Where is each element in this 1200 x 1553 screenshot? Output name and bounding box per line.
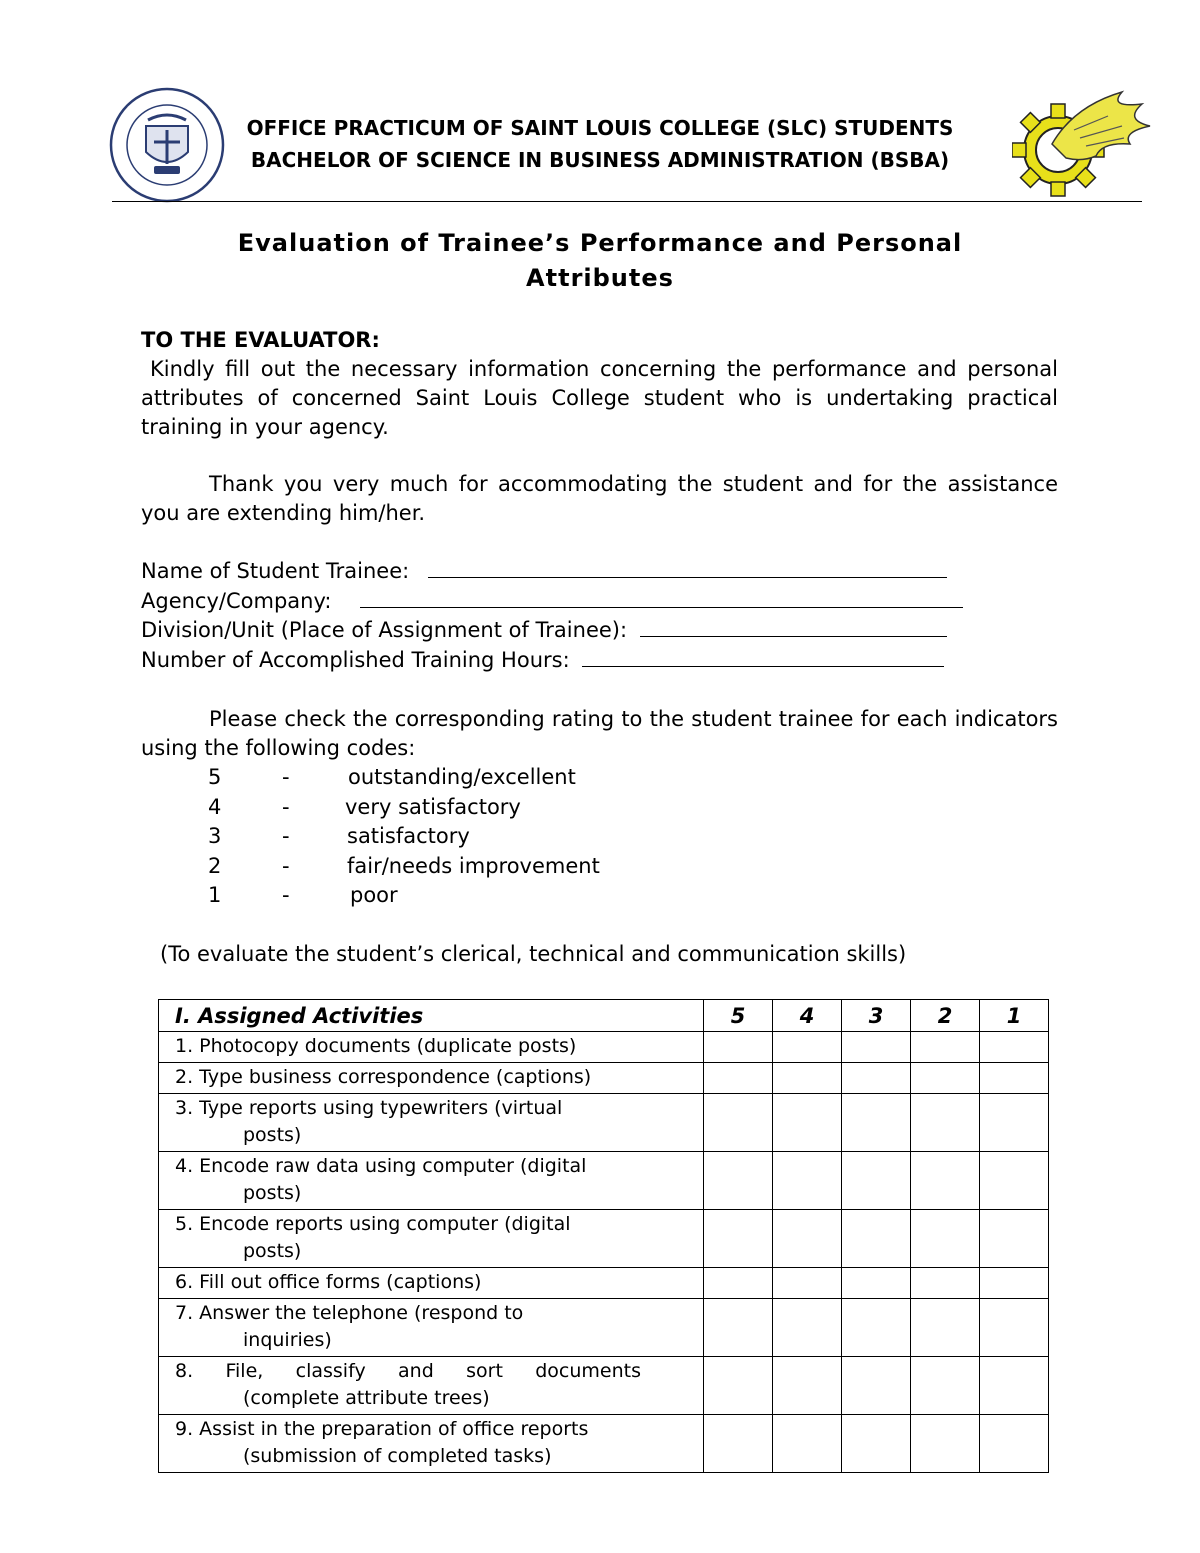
rating-cell-3[interactable]	[842, 1094, 911, 1152]
rating-cell-2[interactable]	[911, 1210, 980, 1268]
activity-label	[159, 1152, 704, 1210]
rating-cell-3[interactable]	[842, 1268, 911, 1299]
rating-cell-2[interactable]	[911, 1299, 980, 1357]
header-divider	[112, 201, 1142, 202]
rating-header-1: 1	[980, 1000, 1049, 1032]
activity-label	[159, 1415, 704, 1473]
rating-cell-2[interactable]	[911, 1032, 980, 1063]
activity-text-cont: (submission of completed tasks)	[243, 1445, 552, 1467]
rating-cell-4[interactable]	[773, 1063, 842, 1094]
rating-cell-3[interactable]	[842, 1299, 911, 1357]
rating-cell-2[interactable]	[911, 1357, 980, 1415]
rating-cell-4[interactable]	[773, 1210, 842, 1268]
rating-cell-3[interactable]	[842, 1032, 911, 1063]
table-row	[159, 1152, 1049, 1210]
thanks-paragraph: Thank you very much for accommodating the student and for the assistance you are extending him/her.	[141, 472, 1058, 525]
rating-cell-4[interactable]	[773, 1152, 842, 1210]
rating-cell-5[interactable]	[704, 1032, 773, 1063]
document-title-line-2: Attributes	[526, 264, 674, 292]
rating-cell-5[interactable]	[704, 1415, 773, 1473]
table-row	[159, 1032, 1049, 1063]
rating-cell-3[interactable]	[842, 1063, 911, 1094]
rating-header-5: 5	[704, 1000, 773, 1032]
rating-cell-2[interactable]	[911, 1063, 980, 1094]
field-label: Name of Student Trainee:	[141, 559, 410, 583]
table-header-row	[159, 1000, 1049, 1032]
field-label: Number of Accomplished Training Hours:	[141, 648, 570, 672]
code-number: 2	[208, 854, 222, 878]
rating-cell-5[interactable]	[704, 1299, 773, 1357]
student-name-input-line[interactable]	[428, 557, 947, 578]
activity-text-cont: posts)	[243, 1240, 302, 1262]
rating-cell-1[interactable]	[980, 1063, 1049, 1094]
activity-label	[159, 1299, 704, 1357]
code-dash: -	[282, 765, 290, 789]
activity-text: 7. Answer the telephone (respond to	[175, 1302, 524, 1324]
rating-header-4: 4	[773, 1000, 842, 1032]
table-row	[159, 1094, 1049, 1152]
table-row	[159, 1357, 1049, 1415]
activity-text-cont: posts)	[243, 1124, 302, 1146]
field-training-hours	[141, 646, 944, 675]
activity-text: 6. Fill out office forms (captions)	[175, 1271, 482, 1293]
rating-cell-1[interactable]	[980, 1357, 1049, 1415]
section-title: I. Assigned Activities	[159, 1000, 704, 1032]
rating-cell-4[interactable]	[773, 1032, 842, 1063]
activity-label	[159, 1032, 704, 1063]
activity-text: 8. File, classify and sort documents	[175, 1360, 641, 1382]
code-number: 5	[208, 765, 222, 789]
code-dash: -	[282, 854, 290, 878]
rating-cell-5[interactable]	[704, 1357, 773, 1415]
field-division	[141, 616, 947, 645]
code-number: 1	[208, 883, 222, 907]
rating-cell-1[interactable]	[980, 1299, 1049, 1357]
agency-input-line[interactable]	[360, 587, 963, 608]
rating-cell-4[interactable]	[773, 1094, 842, 1152]
rating-cell-4[interactable]	[773, 1415, 842, 1473]
rating-cell-4[interactable]	[773, 1299, 842, 1357]
rating-cell-4[interactable]	[773, 1357, 842, 1415]
rating-cell-3[interactable]	[842, 1210, 911, 1268]
activity-text: 9. Assist in the preparation of office reports	[175, 1418, 589, 1440]
activity-text: 4. Encode raw data using computer (digital	[175, 1155, 587, 1177]
rating-cell-3[interactable]	[842, 1152, 911, 1210]
code-dash: -	[282, 795, 290, 819]
activity-text-cont: posts)	[243, 1182, 302, 1204]
code-description: outstanding/excellent	[348, 765, 576, 789]
rating-cell-1[interactable]	[980, 1415, 1049, 1473]
code-number: 3	[208, 824, 222, 848]
rating-cell-5[interactable]	[704, 1063, 773, 1094]
rating-cell-5[interactable]	[704, 1268, 773, 1299]
rating-header-3: 3	[842, 1000, 911, 1032]
evaluator-heading: TO THE EVALUATOR:	[141, 328, 380, 352]
rating-cell-5[interactable]	[704, 1210, 773, 1268]
evaluate-note: (To evaluate the student’s clerical, technical and communication skills)	[160, 942, 907, 966]
table-row	[159, 1063, 1049, 1094]
gear-eagle-logo	[1012, 86, 1154, 198]
header-line-1: OFFICE PRACTICUM OF SAINT LOUIS COLLEGE (SLC) STUDENTS	[246, 116, 954, 140]
rating-cell-2[interactable]	[911, 1415, 980, 1473]
table-row	[159, 1299, 1049, 1357]
rating-cell-4[interactable]	[773, 1268, 842, 1299]
rating-cell-1[interactable]	[980, 1094, 1049, 1152]
training-hours-input-line[interactable]	[582, 646, 944, 667]
header-line-2: BACHELOR OF SCIENCE IN BUSINESS ADMINISTRATION (BSBA)	[250, 148, 950, 172]
rating-cell-1[interactable]	[980, 1032, 1049, 1063]
activity-label	[159, 1357, 704, 1415]
code-description: satisfactory	[347, 824, 470, 848]
rating-cell-1[interactable]	[980, 1210, 1049, 1268]
code-number: 4	[208, 795, 222, 819]
table-row	[159, 1415, 1049, 1473]
rating-header-2: 2	[911, 1000, 980, 1032]
document-title-line-1: Evaluation of Trainee’s Performance and Personal	[237, 229, 963, 257]
activity-text: 2. Type business correspondence (captions)	[175, 1066, 592, 1088]
rating-cell-2[interactable]	[911, 1268, 980, 1299]
activity-text: 3. Type reports using typewriters (virtual	[175, 1097, 563, 1119]
code-description: very satisfactory	[345, 795, 521, 819]
rating-cell-1[interactable]	[980, 1152, 1049, 1210]
rating-cell-1[interactable]	[980, 1268, 1049, 1299]
activity-text: 1. Photocopy documents (duplicate posts)	[175, 1035, 577, 1057]
division-input-line[interactable]	[640, 616, 947, 637]
activity-text-cont: (complete attribute trees)	[243, 1387, 490, 1409]
code-description: poor	[350, 883, 398, 907]
rating-cell-2[interactable]	[911, 1152, 980, 1210]
field-student-name	[141, 557, 947, 586]
saint-louis-college-seal	[108, 86, 226, 204]
table-row	[159, 1210, 1049, 1268]
code-dash: -	[282, 824, 290, 848]
intro-paragraph: Kindly fill out the necessary information concerning the performance and personal attributes of concerned Saint Louis College student who is undertaking practical training in your agency.	[141, 357, 1058, 439]
rating-cell-5[interactable]	[704, 1152, 773, 1210]
rating-cell-3[interactable]	[842, 1357, 911, 1415]
activity-text: 5. Encode reports using computer (digital	[175, 1213, 571, 1235]
activity-label	[159, 1094, 704, 1152]
code-description: fair/needs improvement	[347, 854, 600, 878]
field-label: Division/Unit (Place of Assignment of Trainee):	[141, 618, 628, 642]
field-label: Agency/Company:	[141, 589, 332, 613]
rating-cell-5[interactable]	[704, 1094, 773, 1152]
rating-cell-2[interactable]	[911, 1094, 980, 1152]
rating-cell-3[interactable]	[842, 1415, 911, 1473]
activity-label	[159, 1063, 704, 1094]
table-row	[159, 1268, 1049, 1299]
rating-instructions: Please check the corresponding rating to the student trainee for each indicators using the following codes:	[141, 707, 1058, 760]
activity-text-cont: inquiries)	[243, 1329, 332, 1351]
code-dash: -	[282, 883, 290, 907]
field-agency	[141, 587, 963, 616]
activity-label	[159, 1210, 704, 1268]
activity-label	[159, 1268, 704, 1299]
assigned-activities-table	[158, 999, 1049, 1473]
